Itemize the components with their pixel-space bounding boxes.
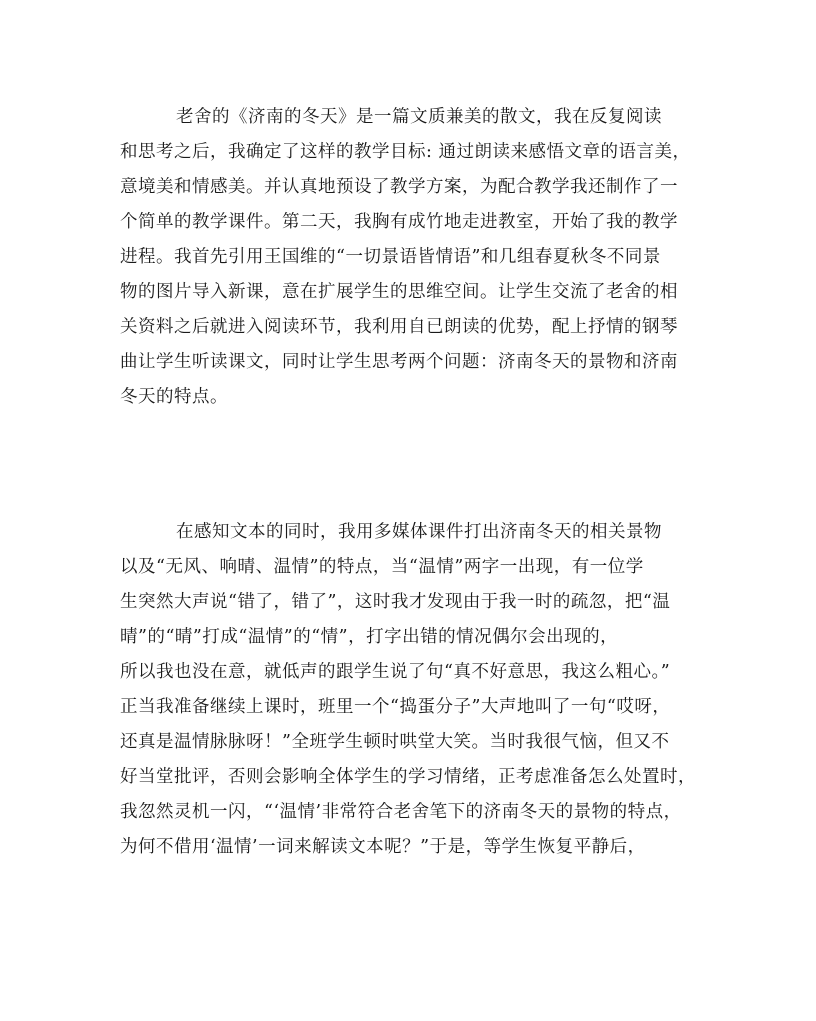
text-line: 还真是温情脉脉呀！”全班学生顿时哄堂大笑。当时我很气恼，但又不 — [120, 732, 670, 752]
text-line: 意境美和情感美。并认真地预设了教学方案，为配合教学我还制作了一 — [120, 177, 678, 197]
text-line: 老舍的《济南的冬天》是一篇文质兼美的散文，我在反复阅读 — [176, 107, 662, 127]
text-line: 和思考之后，我确定了这样的教学目标: 通过朗读来感悟文章的语言美， — [120, 142, 691, 162]
text-line: 曲让学生听读课文，同时让学生思考两个问题：济南冬天的景物和济南 — [120, 352, 678, 372]
text-line: 以及“无风、响晴、温情”的特点，当“温情”两字一出现，有一位学 — [120, 557, 644, 577]
text-line: 晴”的“晴”打成“温情”的“情”，打字出错的情况偶尔会出现的， — [120, 627, 619, 647]
text-line: 正当我准备继续上课时，班里一个“捣蛋分子”大声地叫了一句“哎呀， — [120, 697, 671, 717]
text-line: 生突然大声说“错了，错了”，这时我才发现由于我一时的疏忽，把“温 — [120, 592, 671, 612]
text-line: 个简单的教学课件。第二天，我胸有成竹地走进教室，开始了我的教学 — [120, 212, 678, 232]
paragraph-1 — [120, 100, 700, 415]
text-line: 在感知文本的同时，我用多媒体课件打出济南冬天的相关景物 — [176, 522, 662, 542]
text-line: 所以我也没在意，就低声的跟学生说了句“真不好意思，我这么粗心。” — [120, 662, 671, 682]
text-line: 好当堂批评，否则会影响全体学生的学习情绪，正考虑准备怎么处置时， — [120, 767, 696, 787]
text-line: 物的图片导入新课，意在扩展学生的思维空间。让学生交流了老舍的相 — [120, 282, 678, 302]
text-line: 关资料之后就进入阅读环节，我利用自已朗读的优势，配上抒情的钢琴 — [120, 317, 678, 337]
paragraph-2 — [120, 515, 700, 865]
text-line: 进程。我首先引用王国维的“一切景语皆情语”和几组春夏秋冬不同景 — [120, 247, 661, 267]
text-line: 冬天的特点。 — [120, 387, 228, 407]
text-line: 为何不借用‘温情’一词来解读文本呢？”于是，等学生恢复平静后， — [120, 837, 646, 857]
text-line: 我忽然灵机一闪，“‘温情’非常符合老舍笔下的济南冬天的景物的特点， — [120, 802, 682, 822]
